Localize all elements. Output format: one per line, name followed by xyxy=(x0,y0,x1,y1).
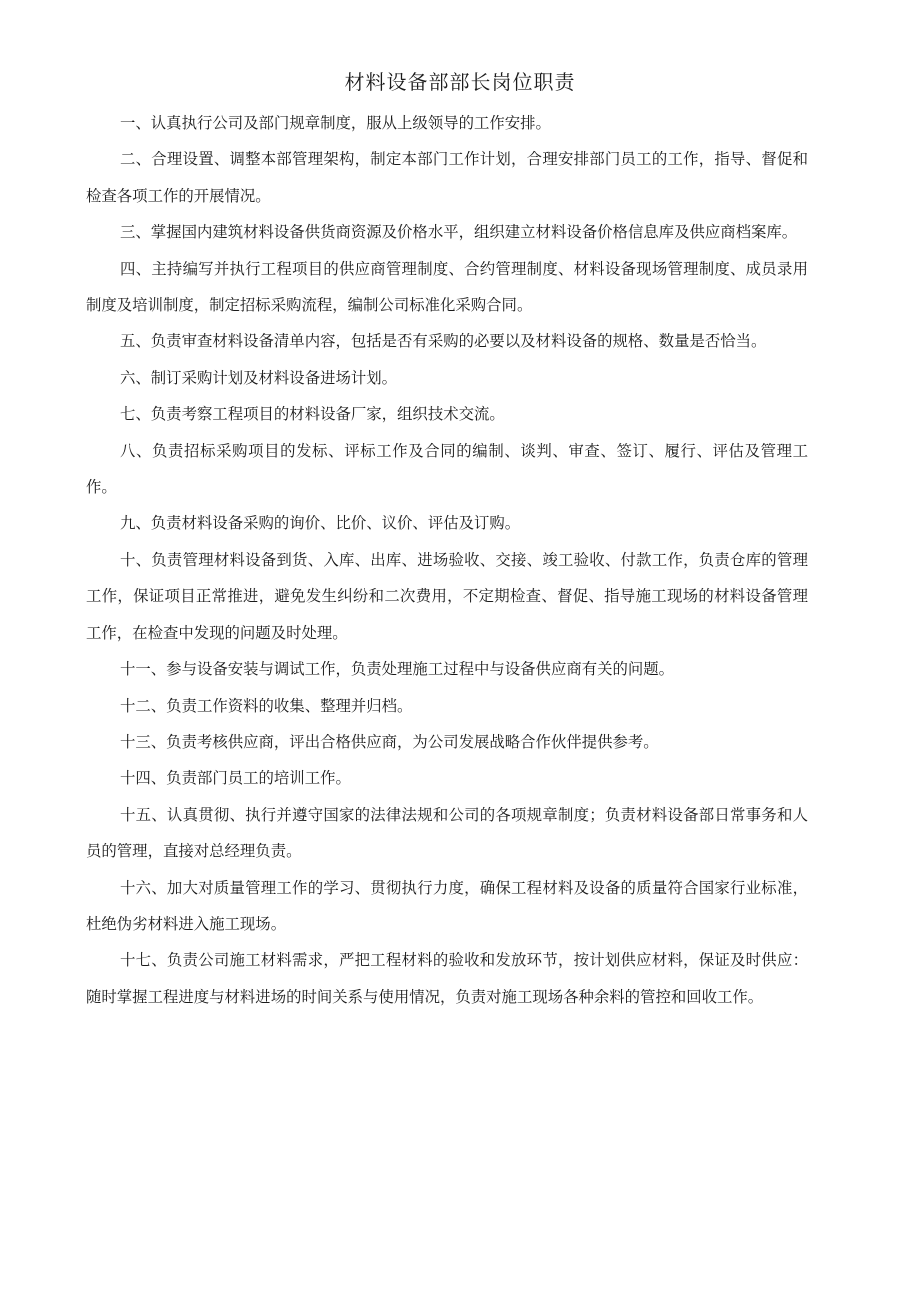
duty-item-4: 四、主持编写并执行工程项目的供应商管理制度、合约管理制度、材料设备现场管理制度、成员录用制度及培训制度，制定招标采购流程，编制公司标准化采购合同。 xyxy=(86,259,808,315)
duty-item-1: 一、认真执行公司及部门规章制度，服从上级领导的工作安排。 xyxy=(120,114,551,132)
duty-item-16: 十六、加大对质量管理工作的学习、贯彻执行力度，确保工程材料及设备的质量符合国家行业标准，杜绝伪劣材料进入施工现场。 xyxy=(86,878,808,933)
document-body xyxy=(86,105,808,1015)
duty-item-12: 十二、负责工作资料的收集、整理并归档。 xyxy=(120,696,413,715)
duty-item-17: 十七、负责公司施工材料需求，严把工程材料的验收和发放环节，按计划供应材料，保证及时供应：随时掌握工程进度与材料进场的时间关系与使用情况，负责对施工现场各种余料的管控和回收工作。 xyxy=(86,951,808,1006)
duty-item-11: 十一、参与设备安装与调试工作，负责处理施工过程中与设备供应商有关的问题。 xyxy=(120,660,675,679)
duty-item-9: 九、负责材料设备采购的询价、比价、议价、评估及订购。 xyxy=(120,514,521,533)
duty-item-10: 十、负责管理材料设备到货、入库、出库、进场验收、交接、竣工验收、付款工作，负责仓库的管理工作，保证项目正常推进，避免发生纠纷和二次费用，不定期检查、督促、指导施工现场的材料设备管理工作，在检查中发现的问题及时处理。 xyxy=(86,550,808,642)
duty-item-15: 十五、认真贯彻、执行并遵守国家的法律法规和公司的各项规章制度；负责材料设备部日常事务和人员的管理，直接对总经理负责。 xyxy=(86,805,808,861)
duty-item-7: 七、负责考察工程项目的材料设备厂家，组织技术交流。 xyxy=(120,405,505,424)
duty-item-14: 十四、负责部门员工的培训工作。 xyxy=(120,769,351,788)
duty-item-2: 二、合理设置、调整本部管理架构，制定本部门工作计划，合理安排部门员工的工作，指导、督促和检查各项工作的开展情况。 xyxy=(86,150,808,205)
duty-item-8: 八、负责招标采购项目的发标、评标工作及合同的编制、谈判、审查、签订、履行、评估及管理工作。 xyxy=(86,441,808,497)
duty-item-5: 五、负责审查材料设备清单内容，包括是否有采购的必要以及材料设备的规格、数量是否恰当。 xyxy=(120,332,767,351)
page-title: 材料设备部部长岗位职责 xyxy=(344,70,576,94)
duty-item-6: 六、制订采购计划及材料设备进场计划。 xyxy=(120,368,398,387)
duty-item-13: 十三、负责考核供应商，评出合格供应商，为公司发展战略合作伙伴提供参考。 xyxy=(120,732,659,751)
duty-item-3: 三、掌握国内建筑材料设备供货商资源及价格水平，组织建立材料设备价格信息库及供应商档案库。 xyxy=(120,223,798,242)
